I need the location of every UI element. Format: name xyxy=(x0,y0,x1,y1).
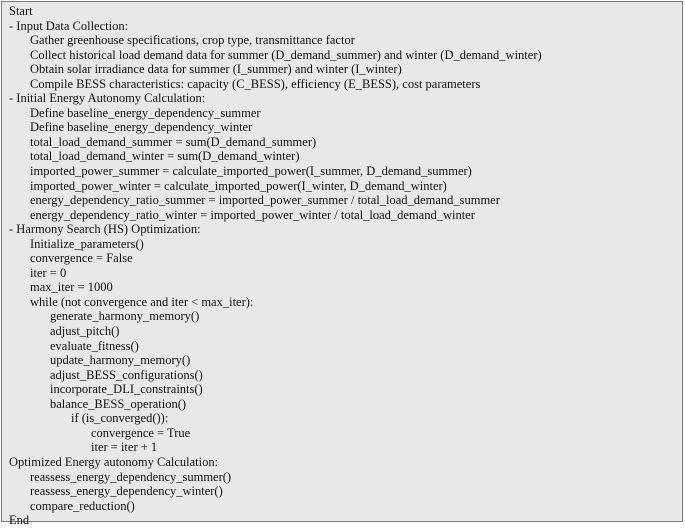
section-heading-initial-energy-autonomy: - Initial Energy Autonomy Calculation: xyxy=(9,91,206,106)
pseudocode-line: max_iter = 1000 xyxy=(30,280,113,295)
pseudocode-line: energy_dependency_ratio_winter = imported_power_winter / total_load_demand_winter xyxy=(30,207,475,222)
pseudocode-line: incorporate_DLI_constraints() xyxy=(50,382,203,397)
section-heading-input-data-collection: - Input Data Collection: xyxy=(9,18,129,33)
pseudocode-line-while-loop: while (not convergence and iter < max_iter): xyxy=(30,294,254,309)
pseudocode-line: total_load_demand_summer = sum(D_demand_summer) xyxy=(30,134,317,149)
pseudocode-line: reassess_energy_dependency_winter() xyxy=(30,484,223,499)
pseudocode-line: balance_BESS_operation() xyxy=(50,396,187,411)
pseudocode-line-end: End xyxy=(9,513,30,528)
pseudocode-line: convergence = True xyxy=(91,425,191,440)
pseudocode-line: adjust_BESS_configurations() xyxy=(50,367,203,382)
pseudocode-line: imported_power_summer = calculate_imported_power(I_summer, D_demand_summer) xyxy=(30,164,472,179)
pseudocode-line: convergence = False xyxy=(30,251,133,266)
pseudocode-panel xyxy=(1,1,683,528)
pseudocode-line: adjust_pitch() xyxy=(50,324,120,339)
pseudocode-line: Collect historical load demand data for summer (D_demand_summer) and winter (D_demand_winter) xyxy=(30,47,542,62)
pseudocode-line: Initialize_parameters() xyxy=(30,236,144,251)
pseudocode-line: generate_harmony_memory() xyxy=(50,309,200,324)
pseudocode-line: evaluate_fitness() xyxy=(50,338,139,353)
pseudocode-line: imported_power_winter = calculate_imported_power(I_winter, D_demand_winter) xyxy=(30,178,447,193)
pseudocode-line: total_load_demand_winter = sum(D_demand_winter) xyxy=(30,149,300,164)
pseudocode-line-if: if (is_converged()): xyxy=(71,411,169,426)
pseudocode-line: reassess_energy_dependency_summer() xyxy=(30,469,232,484)
pseudocode-line: Compile BESS characteristics: capacity (C_BESS), efficiency (E_BESS), cost parameters xyxy=(30,76,481,91)
section-heading-optimized-energy-autonomy: Optimized Energy autonomy Calculation: xyxy=(9,454,219,469)
pseudocode-line: Define baseline_energy_dependency_summer xyxy=(30,105,261,120)
pseudocode-line: energy_dependency_ratio_summer = imported_power_summer / total_load_demand_summer xyxy=(30,193,500,208)
pseudocode-line: Gather greenhouse specifications, crop type, transmittance factor xyxy=(30,33,355,48)
pseudocode-line: Define baseline_energy_dependency_winter xyxy=(30,120,253,135)
pseudocode-line-start: Start xyxy=(9,4,33,18)
section-heading-harmony-search: - Harmony Search (HS) Optimization: xyxy=(9,222,201,237)
pseudocode-line: iter = iter + 1 xyxy=(91,440,158,455)
pseudocode-line: compare_reduction() xyxy=(30,498,135,513)
pseudocode-line: update_harmony_memory() xyxy=(50,353,191,368)
pseudocode-line: Obtain solar irradiance data for summer (I_summer) and winter (I_winter) xyxy=(30,62,402,77)
pseudocode-line: iter = 0 xyxy=(30,265,67,280)
